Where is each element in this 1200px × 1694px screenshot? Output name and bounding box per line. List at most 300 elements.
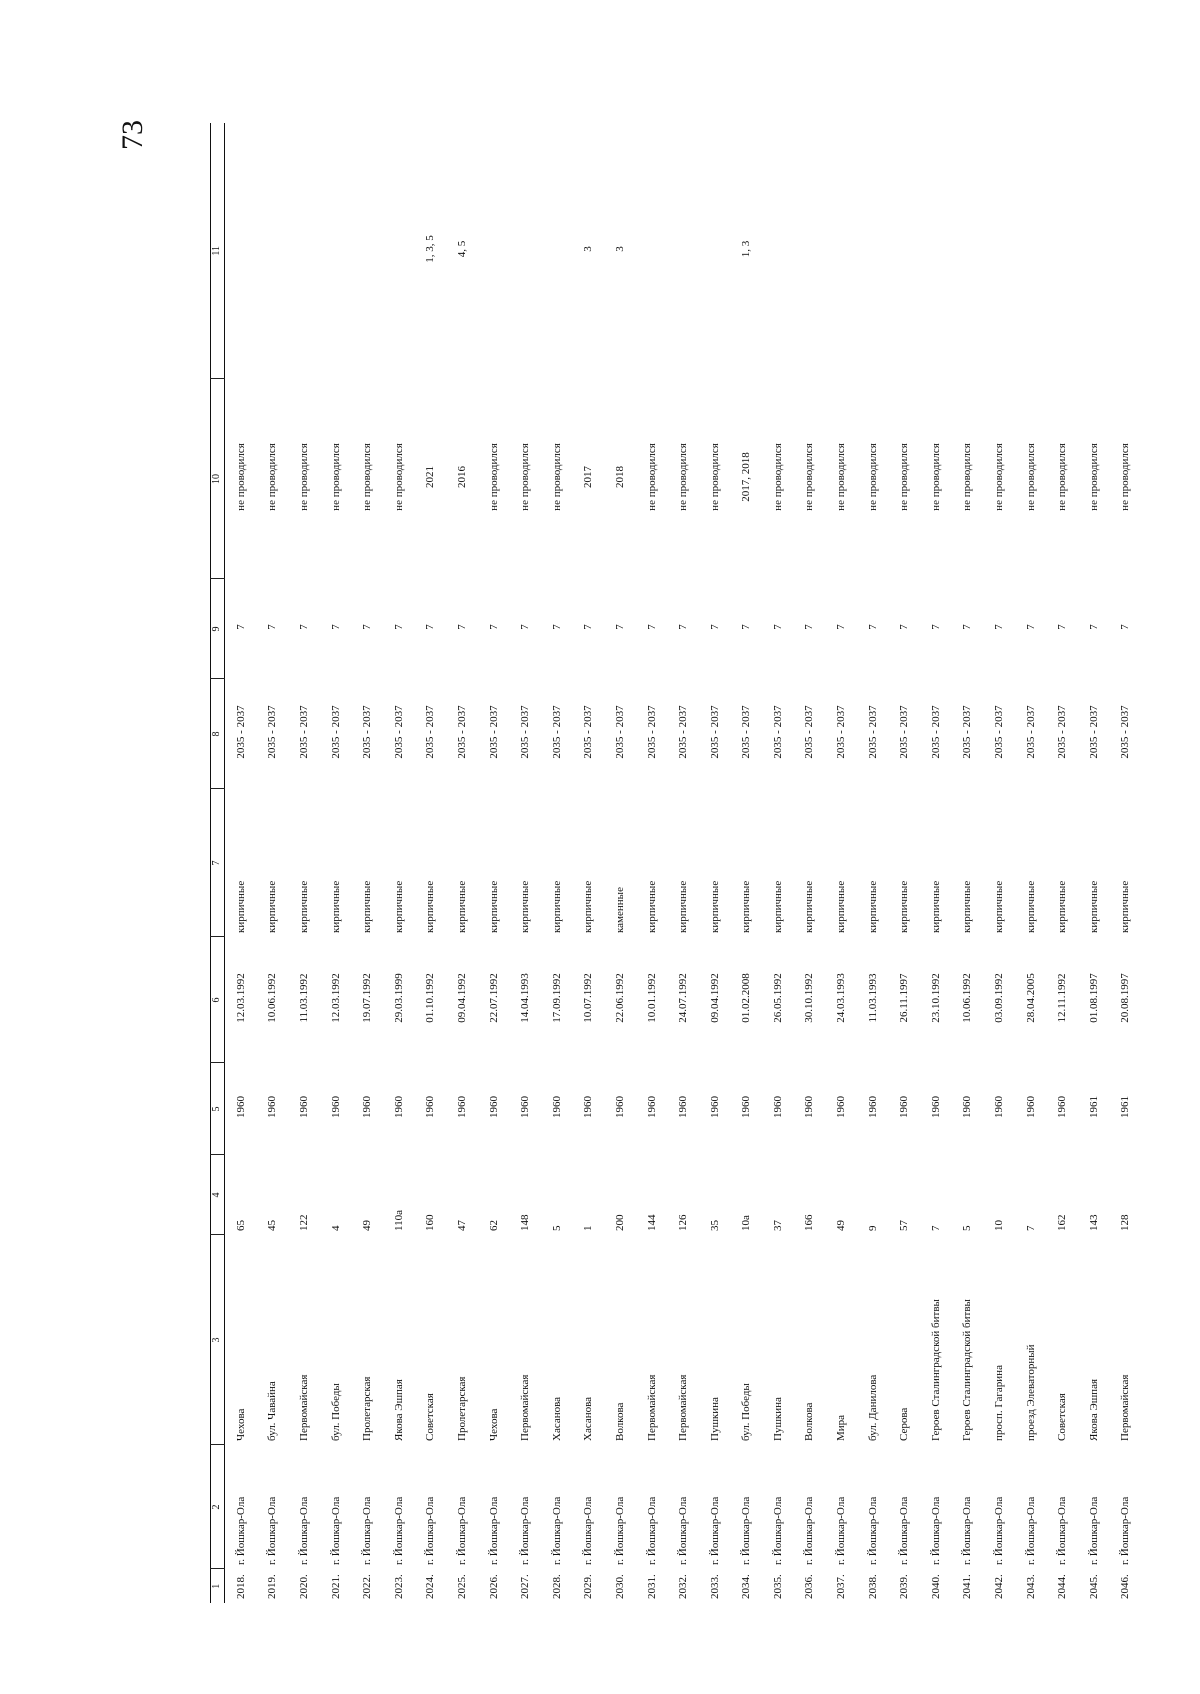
- street-cell: бул. Победы: [329, 1383, 342, 1441]
- street-cell: Яковa Эшпая: [1087, 1378, 1100, 1441]
- table-row: [667, 123, 699, 1603]
- city-cell: г. Йошкар-Ола: [487, 1496, 500, 1565]
- planned-period-cell: 2035 - 2037: [1087, 705, 1100, 759]
- wall-material-cell: кирпичные: [645, 880, 658, 933]
- city-cell: г. Йошкар-Ола: [424, 1496, 437, 1565]
- repair-year-cell: 2017: [582, 466, 595, 488]
- row-number-cell: 2043.: [1024, 1574, 1037, 1599]
- street-cell: просп. Гагарина: [993, 1365, 1006, 1441]
- count-cell: 7: [961, 624, 974, 630]
- repair-items-cell: [509, 123, 541, 379]
- house-number-cell: 110а: [392, 1210, 405, 1231]
- planned-period-cell: 2035 - 2037: [582, 705, 595, 759]
- row-number-cell: 2045.: [1087, 1574, 1100, 1599]
- count-cell: 7: [455, 624, 468, 630]
- construction-year-cell: 1961: [1087, 1096, 1100, 1118]
- rotated-table-wrapper: [210, 123, 1132, 1603]
- record-date-cell: 01.02.2008: [740, 973, 753, 1023]
- repair-items-cell: [225, 123, 257, 379]
- record-date-cell: 26.05.1992: [771, 973, 784, 1023]
- repair-items-cell: [541, 123, 573, 379]
- row-number-cell: 2041.: [961, 1574, 974, 1599]
- repair-items-cell: [320, 123, 352, 379]
- construction-year-cell: 1960: [740, 1096, 753, 1118]
- wall-material-cell: каменные: [613, 887, 626, 933]
- wall-material-cell: кирпичные: [898, 880, 911, 933]
- wall-material-cell: кирпичные: [455, 880, 468, 933]
- construction-year-cell: 1960: [266, 1096, 279, 1118]
- house-number-cell: 166: [803, 1214, 816, 1231]
- row-number-cell: 2034.: [740, 1574, 753, 1599]
- construction-year-cell: 1960: [803, 1096, 816, 1118]
- construction-year-cell: 1960: [582, 1096, 595, 1118]
- count-cell: 7: [297, 624, 310, 630]
- table-row: [699, 123, 731, 1603]
- construction-year-cell: 1960: [455, 1096, 468, 1118]
- wall-material-cell: кирпичные: [550, 880, 563, 933]
- repair-year-cell: не проводился: [803, 443, 816, 511]
- wall-material-cell: кирпичные: [487, 880, 500, 933]
- row-number-cell: 2042.: [993, 1574, 1006, 1599]
- construction-year-cell: 1960: [835, 1096, 848, 1118]
- planned-period-cell: 2035 - 2037: [993, 705, 1006, 759]
- repair-items-cell: 3: [613, 246, 626, 252]
- count-cell: 7: [677, 624, 690, 630]
- repair-year-cell: не проводился: [866, 443, 879, 511]
- wall-material-cell: кирпичные: [835, 880, 848, 933]
- table-row: [478, 123, 510, 1603]
- repair-items-cell: [699, 123, 731, 379]
- repair-items-cell: 4, 5: [455, 240, 468, 258]
- city-cell: г. Йошкар-Ола: [613, 1496, 626, 1565]
- construction-year-cell: 1960: [613, 1096, 626, 1118]
- street-cell: Первомайская: [1119, 1374, 1132, 1441]
- repair-year-cell: не проводился: [898, 443, 911, 511]
- house-number-cell: 143: [1087, 1214, 1100, 1231]
- city-cell: г. Йошкар-Ола: [771, 1496, 784, 1565]
- column-number-header: 10: [211, 379, 225, 579]
- construction-year-cell: 1960: [866, 1096, 879, 1118]
- repair-items-cell: [762, 123, 794, 379]
- count-cell: 7: [1024, 624, 1037, 630]
- page-number: 73: [116, 120, 149, 150]
- planned-period-cell: 2035 - 2037: [1119, 705, 1132, 759]
- column-number-header: 8: [211, 679, 225, 789]
- wall-material-cell: кирпичные: [803, 880, 816, 933]
- planned-period-cell: 2035 - 2037: [361, 705, 374, 759]
- construction-year-cell: 1960: [771, 1096, 784, 1118]
- construction-year-cell: 1960: [550, 1096, 563, 1118]
- record-date-cell: 01.08.1997: [1087, 973, 1100, 1023]
- table-row: [636, 123, 668, 1603]
- construction-year-cell: 1961: [1119, 1096, 1132, 1118]
- street-cell: Волкова: [803, 1402, 816, 1441]
- street-cell: Первомайская: [677, 1374, 690, 1441]
- city-cell: г. Йошкар-Ола: [297, 1496, 310, 1565]
- street-cell: бул. Чавайна: [266, 1381, 279, 1441]
- repair-items-cell: 1, 3, 5: [424, 235, 437, 263]
- repair-items-cell: [383, 123, 415, 379]
- planned-period-cell: 2035 - 2037: [487, 705, 500, 759]
- wall-material-cell: кирпичные: [961, 880, 974, 933]
- city-cell: г. Йошкар-Ола: [519, 1496, 532, 1565]
- street-cell: Пушкина: [708, 1397, 721, 1441]
- repair-year-cell: не проводился: [929, 443, 942, 511]
- street-cell: Волкова: [613, 1402, 626, 1441]
- repair-items-cell: [288, 123, 320, 379]
- planned-period-cell: 2035 - 2037: [740, 705, 753, 759]
- house-number-cell: 9: [866, 1225, 879, 1231]
- construction-year-cell: 1960: [329, 1096, 342, 1118]
- planned-period-cell: 2035 - 2037: [519, 705, 532, 759]
- row-number-cell: 2027.: [519, 1574, 532, 1599]
- city-cell: г. Йошкар-Ола: [234, 1496, 247, 1565]
- row-number-cell: 2025.: [455, 1574, 468, 1599]
- street-cell: Советская: [1056, 1393, 1069, 1441]
- table-row: [983, 123, 1015, 1603]
- city-cell: г. Йошкар-Ола: [392, 1496, 405, 1565]
- house-number-cell: 35: [708, 1220, 721, 1231]
- street-cell: Хасанова: [550, 1396, 563, 1441]
- house-number-cell: 1: [582, 1225, 595, 1231]
- city-cell: г. Йошкар-Ола: [550, 1496, 563, 1565]
- street-cell: бул. Победы: [740, 1383, 753, 1441]
- street-cell: проезд Элеваторный: [1024, 1344, 1037, 1441]
- row-number-cell: 2021.: [329, 1574, 342, 1599]
- construction-year-cell: 1960: [361, 1096, 374, 1118]
- repair-year-cell: не проводился: [961, 443, 974, 511]
- repair-items-cell: [888, 123, 920, 379]
- table-row: [1078, 123, 1110, 1603]
- record-date-cell: 28.04.2005: [1024, 973, 1037, 1023]
- table-row: [794, 123, 826, 1603]
- repair-year-cell: не проводился: [1056, 443, 1069, 511]
- record-date-cell: 03.09.1992: [993, 973, 1006, 1023]
- count-cell: 7: [1056, 624, 1069, 630]
- city-cell: г. Йошкар-Ола: [1056, 1496, 1069, 1565]
- repair-year-cell: 2017, 2018: [740, 452, 753, 502]
- record-date-cell: 12.03.1992: [234, 973, 247, 1023]
- city-cell: г. Йошкар-Ола: [835, 1496, 848, 1565]
- row-number-cell: 2035.: [771, 1574, 784, 1599]
- house-number-cell: 162: [1056, 1214, 1069, 1231]
- city-cell: г. Йошкар-Ола: [266, 1496, 279, 1565]
- planned-period-cell: 2035 - 2037: [550, 705, 563, 759]
- house-number-cell: 47: [455, 1220, 468, 1231]
- record-date-cell: 14.04.1993: [519, 973, 532, 1023]
- column-number-header: 1: [211, 1583, 222, 1589]
- house-number-cell: 144: [645, 1214, 658, 1231]
- record-date-cell: 26.11.1997: [898, 973, 911, 1023]
- street-cell: Пролетарская: [361, 1376, 374, 1441]
- wall-material-cell: кирпичные: [1119, 880, 1132, 933]
- row-number-cell: 2018.: [234, 1574, 247, 1599]
- construction-year-cell: 1960: [898, 1096, 911, 1118]
- construction-year-cell: 1960: [234, 1096, 247, 1118]
- repair-items-cell: [825, 123, 857, 379]
- house-number-cell: 122: [297, 1214, 310, 1231]
- count-cell: 7: [866, 624, 879, 630]
- wall-material-cell: кирпичные: [519, 880, 532, 933]
- record-date-cell: 11.03.1993: [866, 973, 879, 1023]
- street-cell: бул. Данилова: [866, 1374, 879, 1441]
- construction-year-cell: 1960: [961, 1096, 974, 1118]
- column-number-header: 5: [211, 1063, 225, 1155]
- repair-year-cell: не проводился: [392, 443, 405, 511]
- repair-items-cell: 3: [582, 246, 595, 252]
- count-cell: 7: [929, 624, 942, 630]
- repair-items-cell: 1, 3: [740, 240, 753, 258]
- column-number-header: 4: [211, 1155, 225, 1235]
- street-cell: Хасанова: [582, 1396, 595, 1441]
- table-row: [731, 123, 763, 1603]
- street-cell: Пушкина: [771, 1397, 784, 1441]
- planned-period-cell: 2035 - 2037: [266, 705, 279, 759]
- column-number-header: 9: [211, 579, 225, 679]
- city-cell: г. Йошкар-Ола: [929, 1496, 942, 1565]
- repair-items-cell: [257, 123, 289, 379]
- wall-material-cell: кирпичные: [708, 880, 721, 933]
- house-number-cell: 148: [519, 1214, 532, 1231]
- construction-year-cell: 1960: [487, 1096, 500, 1118]
- construction-year-cell: 1960: [1056, 1096, 1069, 1118]
- record-date-cell: 22.06.1992: [613, 973, 626, 1023]
- city-cell: г. Йошкар-Ола: [455, 1496, 468, 1565]
- row-number-cell: 2033.: [708, 1574, 721, 1599]
- planned-period-cell: 2035 - 2037: [234, 705, 247, 759]
- street-cell: Первомайская: [297, 1374, 310, 1441]
- row-number-cell: 2022.: [361, 1574, 374, 1599]
- table-row: [573, 123, 605, 1603]
- city-cell: г. Йошкар-Ола: [329, 1496, 342, 1565]
- wall-material-cell: кирпичные: [424, 880, 437, 933]
- wall-material-cell: кирпичные: [266, 880, 279, 933]
- city-cell: г. Йошкар-Ола: [1024, 1496, 1037, 1565]
- count-cell: 7: [392, 624, 405, 630]
- record-date-cell: 01.10.1992: [424, 973, 437, 1023]
- column-number-header: 7: [211, 789, 225, 937]
- city-cell: г. Йошкар-Ола: [708, 1496, 721, 1565]
- record-date-cell: 24.07.1992: [677, 973, 690, 1023]
- record-date-cell: 10.01.1992: [645, 973, 658, 1023]
- house-number-cell: 126: [677, 1214, 690, 1231]
- table-row: [288, 123, 320, 1603]
- construction-year-cell: 1960: [392, 1096, 405, 1118]
- table-row: [762, 123, 794, 1603]
- street-cell: Мира: [835, 1414, 848, 1441]
- row-number-cell: 2037.: [835, 1574, 848, 1599]
- house-number-cell: 7: [1024, 1225, 1037, 1231]
- city-cell: г. Йошкар-Ола: [740, 1496, 753, 1565]
- street-cell: Героев Сталинградской битвы: [961, 1299, 974, 1441]
- planned-period-cell: 2035 - 2037: [803, 705, 816, 759]
- table-row: [541, 123, 573, 1603]
- wall-material-cell: кирпичные: [582, 880, 595, 933]
- city-cell: г. Йошкар-Ола: [645, 1496, 658, 1565]
- table-row: [888, 123, 920, 1603]
- table-body: [225, 123, 1142, 1603]
- table-row: [1110, 123, 1142, 1603]
- repair-items-cell: [667, 123, 699, 379]
- wall-material-cell: кирпичные: [740, 880, 753, 933]
- record-date-cell: 24.03.1993: [835, 973, 848, 1023]
- table-row: [857, 123, 889, 1603]
- repair-items-cell: [794, 123, 826, 379]
- repair-items-cell: [983, 123, 1015, 379]
- house-number-cell: 49: [361, 1220, 374, 1231]
- city-cell: г. Йошкар-Ола: [993, 1496, 1006, 1565]
- construction-year-cell: 1960: [929, 1096, 942, 1118]
- repair-year-cell: 2021: [424, 466, 437, 488]
- construction-year-cell: 1960: [677, 1096, 690, 1118]
- repair-year-cell: не проводился: [1024, 443, 1037, 511]
- column-number-header: 3: [211, 1235, 225, 1445]
- record-date-cell: 23.10.1992: [929, 973, 942, 1023]
- planned-period-cell: 2035 - 2037: [929, 705, 942, 759]
- planned-period-cell: 2035 - 2037: [613, 705, 626, 759]
- row-number-cell: 2032.: [677, 1574, 690, 1599]
- city-cell: г. Йошкар-Ола: [677, 1496, 690, 1565]
- city-cell: г. Йошкар-Ола: [1087, 1496, 1100, 1565]
- house-number-cell: 5: [550, 1225, 563, 1231]
- street-cell: Чехова: [487, 1408, 500, 1441]
- count-cell: 7: [771, 624, 784, 630]
- row-number-cell: 2028.: [550, 1574, 563, 1599]
- repair-year-cell: 2016: [455, 466, 468, 488]
- planned-period-cell: 2035 - 2037: [645, 705, 658, 759]
- repair-year-cell: не проводился: [771, 443, 784, 511]
- street-cell: Серова: [898, 1407, 911, 1441]
- row-number-cell: 2031.: [645, 1574, 658, 1599]
- row-number-cell: 2044.: [1056, 1574, 1069, 1599]
- table-row: [952, 123, 984, 1603]
- row-number-cell: 2030.: [613, 1574, 626, 1599]
- planned-period-cell: 2035 - 2037: [455, 705, 468, 759]
- record-date-cell: 29.03.1999: [392, 973, 405, 1023]
- record-date-cell: 11.03.1992: [297, 973, 310, 1023]
- repair-year-cell: не проводился: [835, 443, 848, 511]
- count-cell: 7: [993, 624, 1006, 630]
- repair-year-cell: не проводился: [708, 443, 721, 511]
- planned-period-cell: 2035 - 2037: [297, 705, 310, 759]
- record-date-cell: 20.08.1997: [1119, 973, 1132, 1023]
- count-cell: 7: [803, 624, 816, 630]
- row-number-cell: 2024.: [424, 1574, 437, 1599]
- planned-period-cell: 2035 - 2037: [708, 705, 721, 759]
- count-cell: 7: [361, 624, 374, 630]
- construction-year-cell: 1960: [708, 1096, 721, 1118]
- construction-year-cell: 1960: [519, 1096, 532, 1118]
- repair-year-cell: не проводился: [993, 443, 1006, 511]
- record-date-cell: 17.09.1992: [550, 973, 563, 1023]
- table-row: [1046, 123, 1078, 1603]
- count-cell: 7: [1087, 624, 1100, 630]
- construction-year-cell: 1960: [645, 1096, 658, 1118]
- construction-year-cell: 1960: [993, 1096, 1006, 1118]
- house-number-cell: 37: [771, 1220, 784, 1231]
- planned-period-cell: 2035 - 2037: [835, 705, 848, 759]
- row-number-cell: 2026.: [487, 1574, 500, 1599]
- table-row: [415, 123, 447, 1603]
- column-number-header: 2: [211, 1445, 225, 1569]
- count-cell: 7: [645, 624, 658, 630]
- wall-material-cell: кирпичные: [1024, 880, 1037, 933]
- planned-period-cell: 2035 - 2037: [392, 705, 405, 759]
- wall-material-cell: кирпичные: [361, 880, 374, 933]
- house-number-cell: 128: [1119, 1214, 1132, 1231]
- planned-period-cell: 2035 - 2037: [866, 705, 879, 759]
- table-row: [257, 123, 289, 1603]
- row-number-cell: 2039.: [898, 1574, 911, 1599]
- street-cell: Советская: [424, 1393, 437, 1441]
- record-date-cell: 12.03.1992: [329, 973, 342, 1023]
- wall-material-cell: кирпичные: [677, 880, 690, 933]
- record-date-cell: 19.07.1992: [361, 973, 374, 1023]
- repair-year-cell: не проводился: [361, 443, 374, 511]
- planned-period-cell: 2035 - 2037: [961, 705, 974, 759]
- count-cell: 7: [613, 624, 626, 630]
- count-cell: 7: [740, 624, 753, 630]
- house-number-cell: 160: [424, 1214, 437, 1231]
- record-date-cell: 12.11.1992: [1056, 973, 1069, 1023]
- count-cell: 7: [234, 624, 247, 630]
- wall-material-cell: кирпичные: [993, 880, 1006, 933]
- column-number-row: [211, 123, 225, 1603]
- house-number-cell: 49: [835, 1220, 848, 1231]
- repair-year-cell: не проводился: [1087, 443, 1100, 511]
- repair-items-cell: [1015, 123, 1047, 379]
- table-row: [446, 123, 478, 1603]
- city-cell: г. Йошкар-Ола: [866, 1496, 879, 1565]
- planned-period-cell: 2035 - 2037: [677, 705, 690, 759]
- record-date-cell: 09.04.1992: [455, 973, 468, 1023]
- repair-year-cell: не проводился: [550, 443, 563, 511]
- house-number-cell: 4: [329, 1225, 342, 1231]
- table-row: [383, 123, 415, 1603]
- repair-items-cell: [920, 123, 952, 379]
- table-row: [320, 123, 352, 1603]
- construction-year-cell: 1960: [297, 1096, 310, 1118]
- repair-items-cell: [857, 123, 889, 379]
- street-cell: Якова Эшпая: [392, 1379, 405, 1441]
- row-number-cell: 2038.: [866, 1574, 879, 1599]
- row-number-cell: 2020.: [297, 1574, 310, 1599]
- table-row: [509, 123, 541, 1603]
- table-row: [920, 123, 952, 1603]
- record-date-cell: 10.06.1992: [961, 973, 974, 1023]
- repair-items-cell: [952, 123, 984, 379]
- house-number-cell: 62: [487, 1220, 500, 1231]
- street-cell: Героев Сталинградской битвы: [929, 1299, 942, 1441]
- city-cell: г. Йошкар-Ола: [361, 1496, 374, 1565]
- construction-year-cell: 1960: [1024, 1096, 1037, 1118]
- count-cell: 7: [266, 624, 279, 630]
- city-cell: г. Йошкар-Ола: [1119, 1496, 1132, 1565]
- table-row: [351, 123, 383, 1603]
- table-row: [225, 123, 257, 1603]
- repair-items-cell: [1046, 123, 1078, 379]
- record-date-cell: 30.10.1992: [803, 973, 816, 1023]
- repair-items-cell: [478, 123, 510, 379]
- repair-year-cell: не проводился: [266, 443, 279, 511]
- count-cell: 7: [835, 624, 848, 630]
- record-date-cell: 10.07.1992: [582, 973, 595, 1023]
- count-cell: 7: [487, 624, 500, 630]
- count-cell: 7: [424, 624, 437, 630]
- planned-period-cell: 2035 - 2037: [1056, 705, 1069, 759]
- wall-material-cell: кирпичные: [392, 880, 405, 933]
- street-cell: Первомайская: [519, 1374, 532, 1441]
